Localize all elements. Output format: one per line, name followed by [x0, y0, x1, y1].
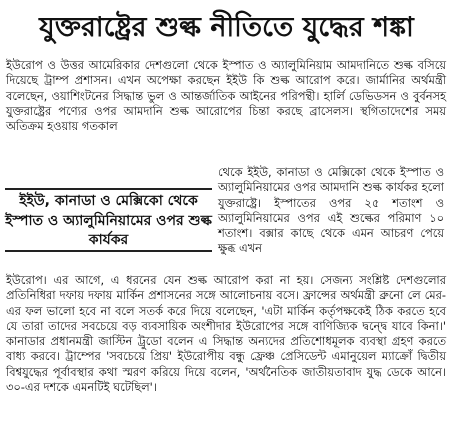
article-paragraph-3: ইউরোপ। এর আগে, এ ধরনের যেন শুল্ক আরোপ করা না হয়। সেজন্য সংশ্লিষ্ট দেশগুলোর প্রতিনিধিরা দফায় দফায় মার্কিন প্রশাসনের সঙ্গে আলোচনায় বসে। ফ্রান্সের অর্থমন্ত্রী ব্রুনো লে মের-এর ফল ভালো হবে না বলে সতর্ক করে দিয়ে বলেছেন, 'এটা মার্কিন কর্তৃপক্ষকেই ঠিক করতে হবে যে তারা তাদের সবচেয়ে বড় ব্যবসায়িক অংশীদার ইউরোপের সঙ্গে বাণিজ্যিক দ্বন্দ্বে যাবে কিনা।' কানাডার প্রধানমন্ত্রী জাস্টিন ট্রুডো বলেন এ সিদ্ধান্ত অন্যদের প্রতিশোধমূলক ব্যবস্থা গ্রহণ করতে বাধ্য করবে। ট্রাম্পের 'সবচেয়ে প্রিয়' ইউরোপীয় বন্ধু ফ্রেঞ্চ প্রেসিডেন্ট এমানুয়েল ম্যাক্রোঁ দ্বিতীয় বিশ্বযুদ্ধের পূর্বাবস্থার কথা স্মরণ করিয়ে দিয়ে বলেন, 'অর্থনৈতিক জাতীয়তাবাদ যুদ্ধ ডেকে আনে। ৩০-এর দশকে এমনটিই ঘটেছিল'।: [6, 273, 446, 395]
article-paragraph-1: ইউরোপ ও উত্তর আমেরিকার দেশগুলো থেকে ইস্পাত ও অ্যালুমিনিয়াম আমদানিতে শুল্ক বসিয়ে দিয়েছে ট্রাম্প প্রশাসন। এখন অপেক্ষা করছেন ইইউ কি শুল্ক আরোপ করে। জার্মানির অর্থমন্ত্রী বলেছেন, ওয়াশিংটনের সিদ্ধান্ত ভুল ও আন্তর্জাতিক আইনের পরিপন্থী। হার্লি ডেভিডসন ও বুর্বনসহ যুক্তরাষ্ট্রের পণ্যের ওপর আমদানি শুল্ক আরোপের চিন্তা করছে ব্রাসেলস। স্থগিতাদেশের সময় অতিক্রম হওয়ায় গতকাল: [6, 58, 446, 134]
article-paragraph-2: থেকে ইইউ, কানাডা ও মেক্সিকো থেকে ইস্পাত ও অ্যালুমিনিয়ামের ওপর আমদানি শুল্ক কার্যকর হলো যুক্তরাষ্ট্রে। ইস্পাতের ওপর ২৫ শতাংশ ও অ্যালুমিনিয়ামের ওপর এই শুল্কের পরিমাণ ১০ শতাংশ। বক্সার কাছে থেকে এমন আচরণ পেয়ে ক্ষুব্ধ এখন: [218, 165, 444, 256]
pull-quote: ইইউ, কানাডা ও মেক্সিকো থেকে ইস্পাত ও অ্যালুমিনিয়ামের ওপর শুল্ক কার্যকর: [5, 188, 212, 252]
article-headline: যুক্তরাষ্ট্রের শুল্ক নীতিতে যুদ্ধের শঙ্কা: [39, 12, 414, 43]
